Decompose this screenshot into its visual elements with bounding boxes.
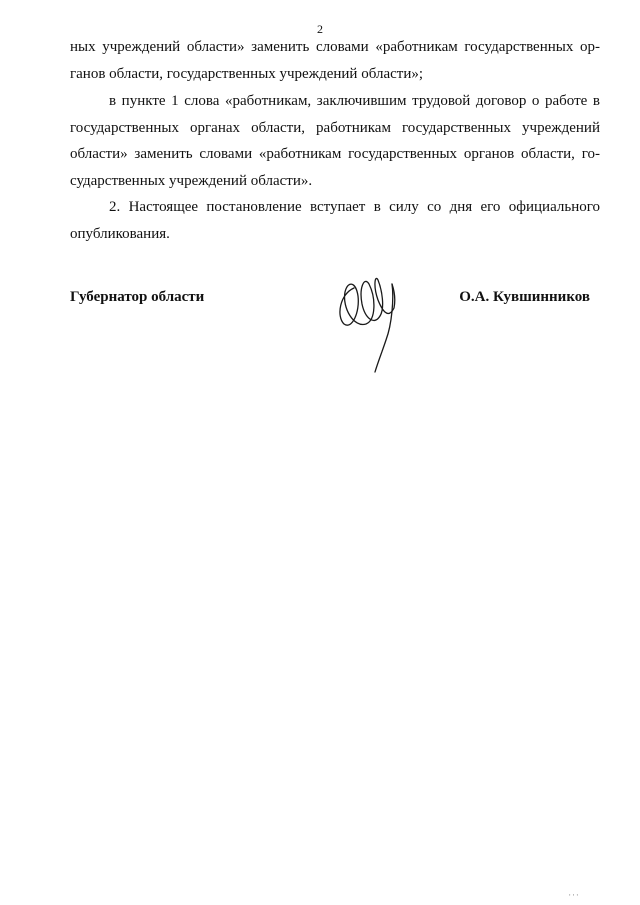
handwritten-signature — [332, 268, 412, 376]
page-number: 2 — [317, 22, 323, 36]
paragraph-continuation — [70, 34, 600, 87]
text-line: сударственных учреждений области». — [70, 172, 313, 189]
text-line: ных учреждений области» заменить словами «работникам государственных ор- — [70, 39, 600, 55]
paragraph-effective-date — [70, 194, 600, 247]
text-line: в пункте 1 слова «работникам, заключившим трудовой договор о работе в — [109, 93, 600, 109]
text-line: государственных органах области, работникам государственных учреждений — [70, 119, 600, 136]
signatory-position: Губернатор области — [70, 289, 205, 305]
signature-block — [70, 289, 590, 309]
scan-mark: ' ' ' — [569, 893, 579, 902]
paragraph-amendment — [70, 88, 600, 194]
signatory-name: О.А. Кувшинников — [459, 289, 590, 305]
text-line: области» заменить словами «работникам государственных органов области, го- — [70, 146, 600, 162]
text-line: 2. Настоящее постановление вступает в силу со дня его официального — [109, 199, 600, 215]
text-line: ганов области, государственных учреждений области»; — [70, 65, 424, 82]
text-line: опубликования. — [70, 225, 170, 242]
